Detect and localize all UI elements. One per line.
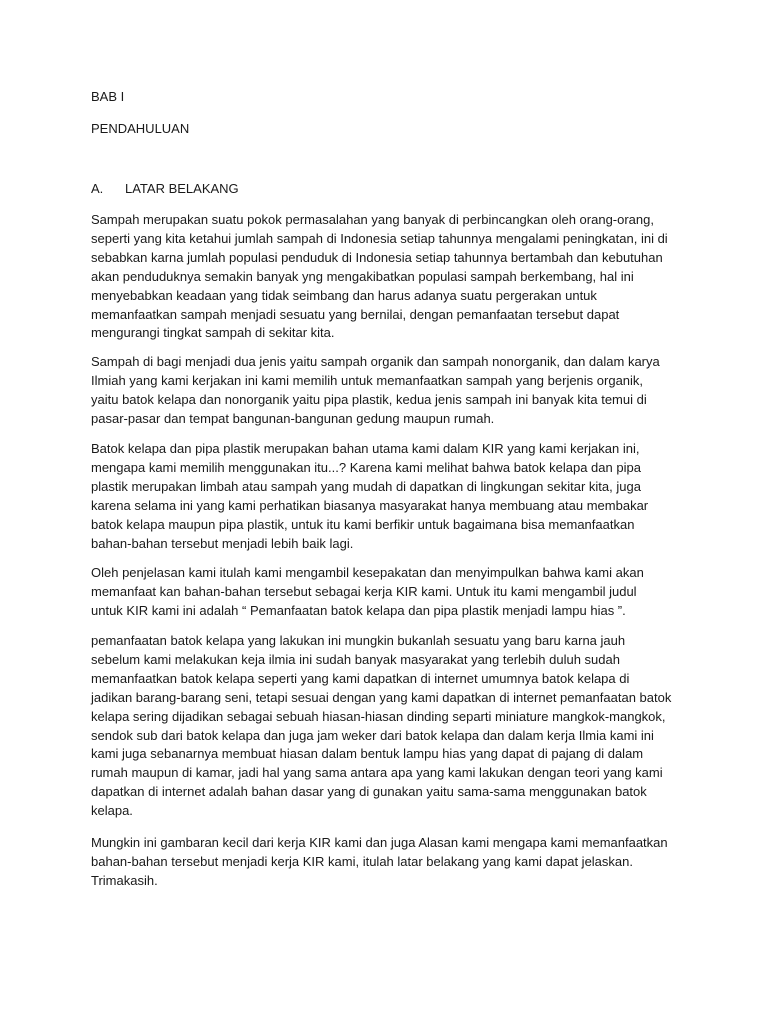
section-number: A. <box>91 181 104 196</box>
paragraph-1-block <box>91 211 681 343</box>
paragraph-6-block <box>91 834 681 891</box>
paragraph-3-block <box>91 440 681 553</box>
paragraph-4-block <box>91 564 681 621</box>
chapter-title: PENDAHULUAN <box>91 121 190 136</box>
chapter-label: BAB I <box>91 89 125 104</box>
paragraph: pemanfaatan batok kelapa yang lakukan ini mungkin bukanlah sesuatu yang baru karna jauh sebelum kami melakukan keja ilmia ini sudah banyak masyarakat yang terlebih duluh sudah memanfaatkan batok kelapa seperti yang kami dapatkan di internet umumnya batok kelapa di jadikan barang-barang seni, tetapi sesuai dengan yang kami dapatkan di internet pemanfaatan batok kelapa sering dijadikan sebagai sebuah hiasan-hiasan dinding separti miniature mangkok-mangkok, sendok sub dari batok kelapa dan juga jam weker dari batok kelapa dan dalam kerja Ilmia kami ini kami juga sebanarnya membuat hiasan dalam bentuk lampu hias yang dapat di pajang di dalam rumah maupun di kamar, jadi hal yang sama antara apa yang kami lakukan dengan teori yang kami dapatkan di internet adalah bahan dasar yang di gunakan yaitu sama-sama menggunakan batok kelapa. <box>91 633 672 819</box>
section-title: LATAR BELAKANG <box>125 181 239 196</box>
paragraph: Sampah di bagi menjadi dua jenis yaitu sampah organik dan sampah nonorganik, dan dalam karya Ilmiah yang kami kerjakan ini kami memilih untuk memanfaatkan sampah yang berjenis organik, yaitu batok kelapa dan nonorganik yaitu pipa plastik, kedua jenis sampah ini banyak kita temui di pasar-pasar dan tempat bangunan-bangunan gedung maupun rumah. <box>91 354 660 426</box>
paragraph-2-block <box>91 353 681 429</box>
paragraph: Sampah merupakan suatu pokok permasalahan yang banyak di perbincangkan oleh orang-orang, seperti yang kita ketahui jumlah sampah di Indonesia setiap tahunnya mengalami peningkatan, ini di sebabkan karna jumlah populasi penduduk di Indonesia setiap tahunnya bertambah dan kebutuhan akan penduduknya semakin banyak yng mengakibatkan populasi sampah berkembang, hal ini menyebabkan keadaan yang tidak seimbang dan harus adanya suatu pergerakan untuk memanfaatkan sampah menjadi sesuatu yang bernilai, dengan pemanfaatan tersebut dapat mengurangi tingkat sampah di sekitar kita. <box>91 212 668 341</box>
paragraph: Oleh penjelasan kami itulah kami mengambil kesepakatan dan menyimpulkan bahwa kami akan memanfaat kan bahan-bahan tersebut sebagai kerja KIR kami. Untuk itu kami mengambil judul untuk KIR kami ini adalah “ Pemanfaatan batok kelapa dan pipa plastik menjadi lampu hias ”. <box>91 565 644 618</box>
paragraph: Batok kelapa dan pipa plastik merupakan bahan utama kami dalam KIR yang kami kerjakan ini, mengapa kami memilih menggunakan itu...? Karena kami melihat bahwa batok kelapa dan pipa plastik merupakan limbah atau sampah yang mudah di dapatkan di lingkungan sekitar kita, juga karena selama ini yang kami perhatikan biasanya masyarakat hanya membuang atau membakar batok kelapa maupun pipa plastik, untuk itu kami berfikir untuk bagaimana bisa memanfaatkan bahan-bahan tersebut menjadi lebih baik lagi. <box>91 441 649 551</box>
paragraph: Mungkin ini gambaran kecil dari kerja KIR kami dan juga Alasan kami mengapa kami memanfaatkan bahan-bahan tersebut menjadi kerja KIR kami, itulah latar belakang yang kami dapat jelaskan. Trimakasih. <box>91 835 668 888</box>
paragraph-5-block <box>91 632 681 821</box>
